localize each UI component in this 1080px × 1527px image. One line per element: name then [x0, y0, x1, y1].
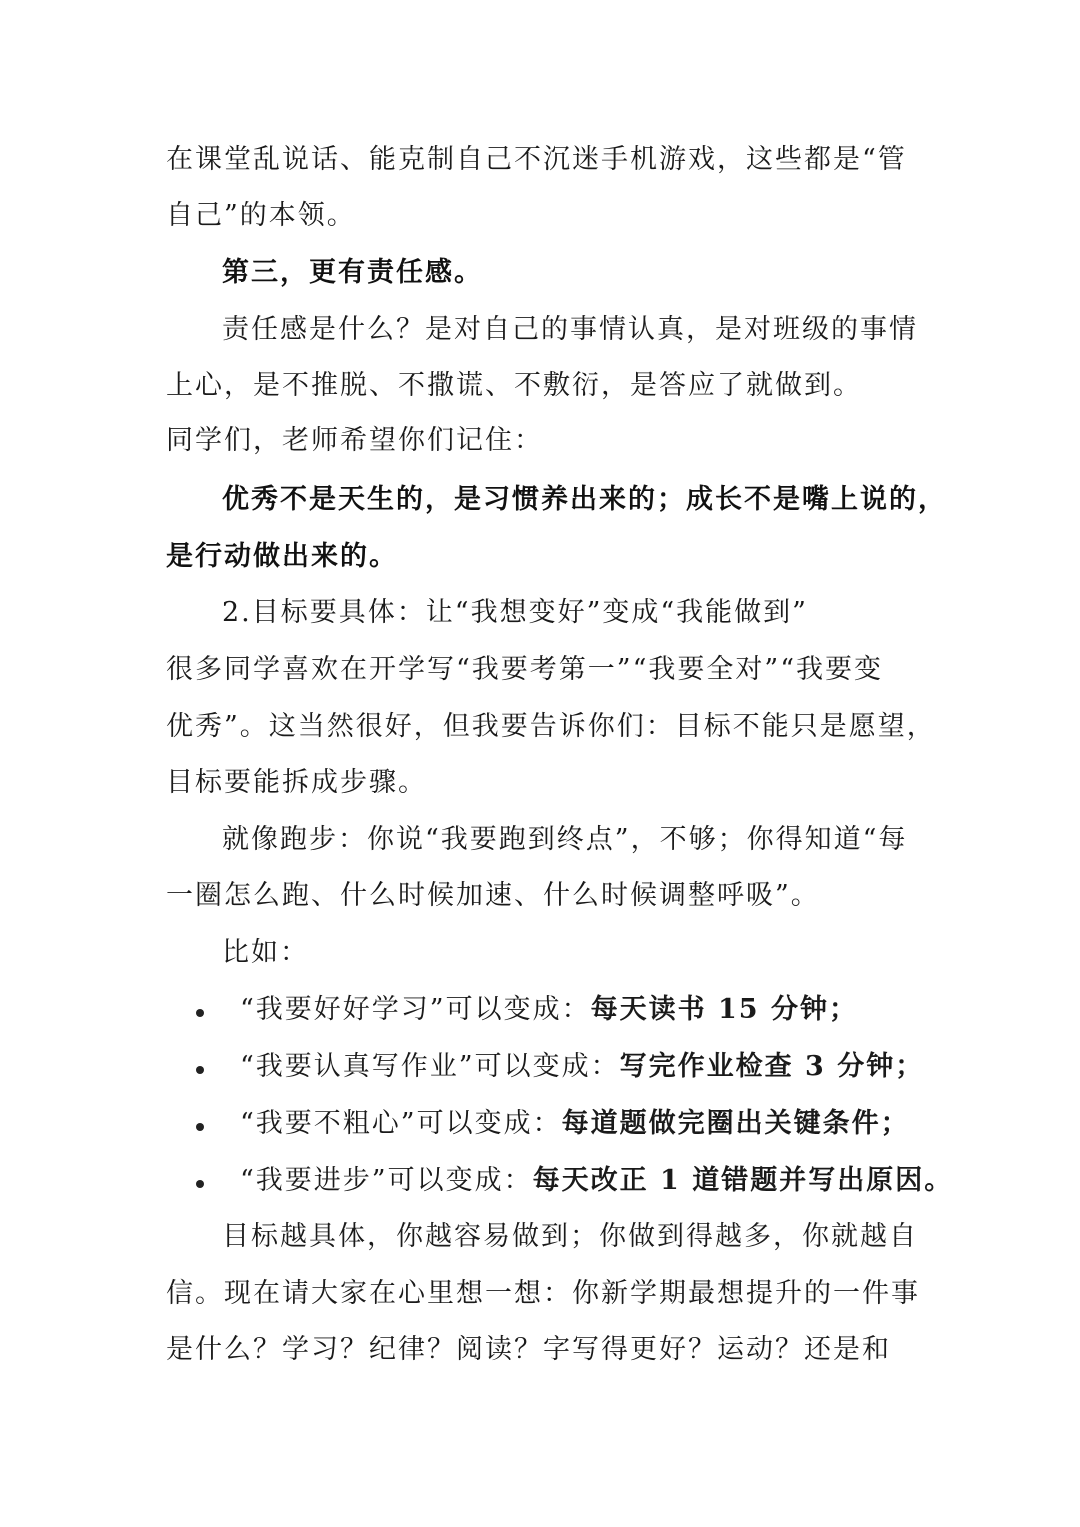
list-item-prefix: “我要认真写作业”可以变成： — [240, 1051, 620, 1082]
paragraph-line: 信。现在请大家在心里想一想：你新学期最想提升的一件事 — [166, 1278, 920, 1309]
paragraph-line: 在课堂乱说话、能克制自己不沉迷手机游戏，这些都是“管 — [166, 144, 907, 175]
emphasis-line: 是行动做出来的。 — [166, 541, 398, 572]
paragraph-line: 一圈怎么跑、什么时候加速、什么时候调整呼吸”。 — [166, 880, 820, 911]
bullet-icon — [196, 1123, 204, 1131]
list-item-emphasis: 写完作业检查 3 分钟； — [619, 1051, 925, 1082]
list-item-emphasis: 每道题做完圈出关键条件； — [561, 1108, 910, 1139]
list-item — [240, 1047, 924, 1087]
bullet-icon — [196, 1009, 204, 1017]
emphasis-line: 优秀不是天生的，是习惯养出来的；成长不是嘴上说的， — [222, 484, 947, 515]
paragraph-line: 目标越具体，你越容易做到；你做到得越多，你就越自 — [222, 1221, 918, 1252]
list-item-emphasis: 每天改正 1 道错题并写出原因。 — [532, 1165, 954, 1196]
paragraph-line: 同学们，老师希望你们记住： — [166, 425, 543, 456]
paragraph-line: 是什么？学习？纪律？阅读？字写得更好？运动？还是和 — [166, 1334, 891, 1365]
list-item — [240, 1104, 910, 1144]
section-heading-responsibility: 第三，更有责任感。 — [222, 257, 483, 288]
list-item — [240, 1161, 953, 1201]
paragraph-line: 就像跑步：你说“我要跑到终点”，不够；你得知道“每 — [222, 824, 908, 855]
paragraph-line: 目标要能拆成步骤。 — [166, 767, 427, 798]
section-heading-goals: 2.目标要具体：让“我想变好”变成“我能做到” — [222, 597, 808, 628]
list-item — [240, 990, 858, 1030]
paragraph-line: 很多同学喜欢在开学写“我要考第一”“我要全对”“我要变 — [166, 654, 884, 685]
paragraph-line: 上心，是不推脱、不撒谎、不敷衍，是答应了就做到。 — [166, 370, 862, 401]
paragraph-line: 自己”的本领。 — [166, 200, 356, 231]
list-item-prefix: “我要进步”可以变成： — [240, 1165, 533, 1196]
paragraph-line: 优秀”。这当然很好，但我要告诉你们：目标不能只是愿望， — [166, 711, 936, 742]
list-item-emphasis: 每天读书 15 分钟； — [590, 994, 858, 1025]
paragraph-line: 比如： — [222, 937, 309, 968]
list-item-prefix: “我要不粗心”可以变成： — [240, 1108, 562, 1139]
bullet-icon — [196, 1066, 204, 1074]
bullet-icon — [196, 1180, 204, 1188]
paragraph-line: 责任感是什么？是对自己的事情认真，是对班级的事情 — [222, 314, 918, 345]
list-item-prefix: “我要好好学习”可以变成： — [240, 994, 591, 1025]
